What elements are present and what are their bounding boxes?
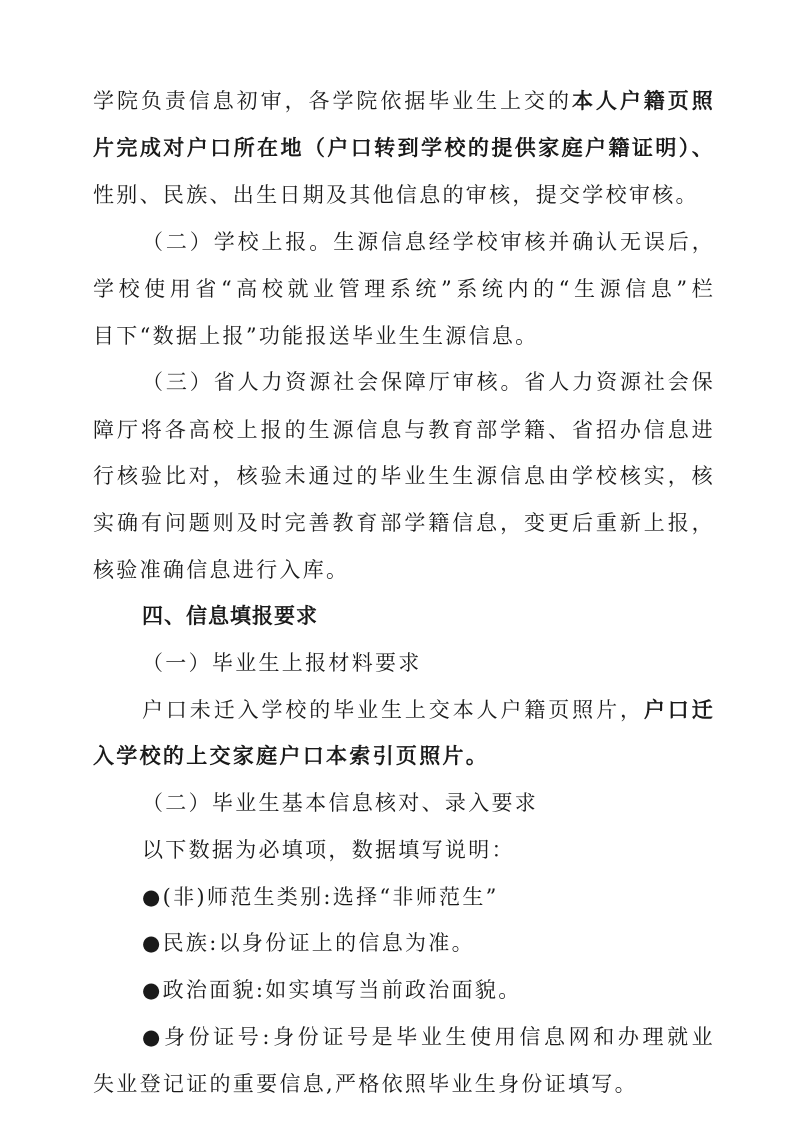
para2-line1: （二）学校上报。生源信息经学校审核并确认无误后， [142, 230, 715, 254]
para1-line3: 性别、民族、出生日期及其他信息的审核，提交学校审核。 [93, 183, 699, 207]
para3-line5: 核验准确信息进行入库。 [93, 558, 350, 582]
section4-sub2: （二）毕业生基本信息核对、录入要求 [142, 791, 539, 815]
section4-p1-line1 [142, 695, 715, 725]
para1-line2: 片完成对户口所在地（户口转到学校的提供家庭户籍证明）、 [93, 135, 715, 160]
para1-line1-bold: 本人户籍页照 [571, 88, 715, 113]
para3-line1: （三）省人力资源社会保障厅审核。省人力资源社会保 [142, 370, 715, 394]
section4-heading: 四、信息填报要求 [142, 604, 318, 628]
section4-p1-line1-text: 户口未迁入学校的毕业生上交本人户籍页照片， [142, 698, 644, 722]
section4-item3: ●政治面貌:如实填写当前政治面貌。 [142, 978, 522, 1002]
section4-item4-line1: ●身份证号:身份证号是毕业生使用信息网和办理就业 [142, 1025, 715, 1049]
para3-line2: 障厅将各高校上报的生源信息与教育部学籍、省招办信息进 [93, 418, 715, 442]
para3-line3: 行核验比对，核验未通过的毕业生生源信息由学校核实，核 [93, 464, 715, 488]
section4-item2: ●民族:以身份证上的信息为准。 [142, 931, 475, 955]
section4-item1: ●(非)师范生类别:选择“非师范生” [142, 885, 499, 909]
para2-line3: 目下“数据上报”功能报送毕业生生源信息。 [93, 324, 539, 348]
para3-line4: 实确有问题则及时完善教育部学籍信息，变更后重新上报， [93, 511, 715, 535]
section4-p1-line2: 入学校的上交家庭户口本索引页照片。 [93, 743, 490, 768]
section4-item4-line2: 失业登记证的重要信息,严格依照毕业生身份证填写。 [93, 1072, 638, 1096]
para1-line1-text: 学院负责信息初审，各学院依据毕业生上交的 [93, 89, 572, 113]
para1-line1 [93, 86, 715, 116]
section4-intro: 以下数据为必填项，数据填写说明： [142, 838, 515, 862]
para2-line2: 学校使用省“高校就业管理系统”系统内的“生源信息”栏 [93, 277, 715, 301]
section4-sub1: （一）毕业生上报材料要求 [142, 651, 422, 675]
section4-p1-line1-bold: 户口迁 [643, 697, 715, 722]
